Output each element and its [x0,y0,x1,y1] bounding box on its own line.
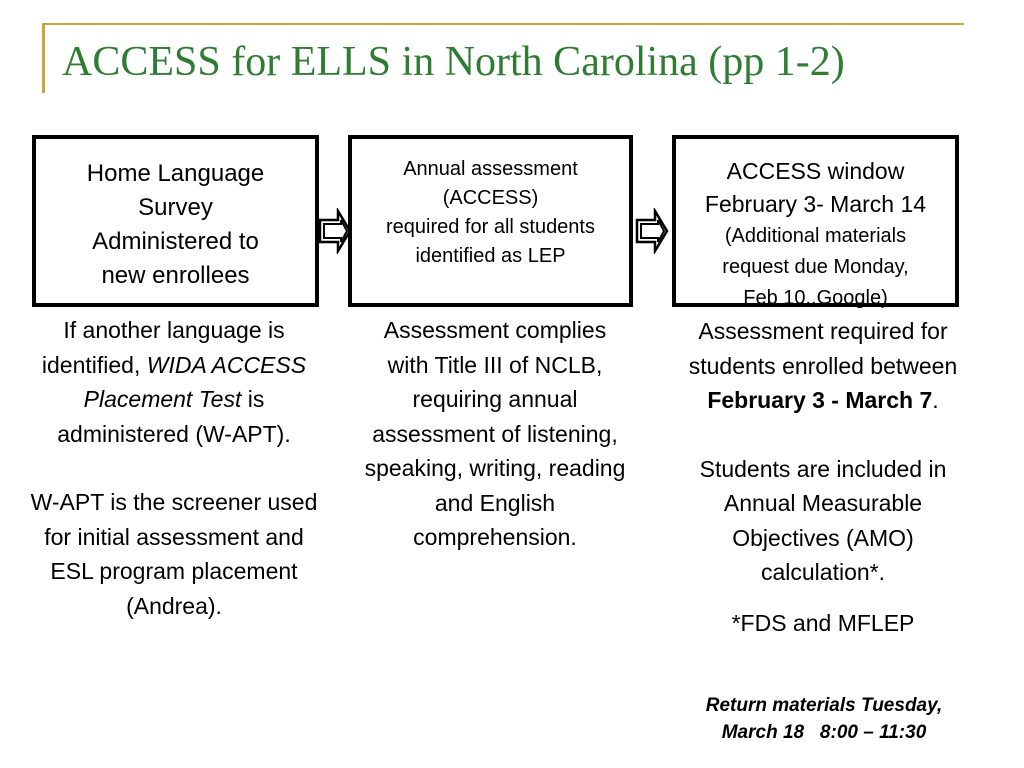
wapt-description [28,313,320,623]
wida-test-name: WIDA ACCESS Placement Test [83,351,307,412]
text-span: is administered (W-APT). [57,386,291,447]
box-line: new enrollees [101,262,250,289]
slide-title: ACCESS for ELLS in North Carolina (pp 1-2) [62,39,845,85]
box-line: Home Language [86,160,265,187]
wapt-paragraph [28,313,320,451]
assessment-requirement-description [668,314,978,640]
footnote: *FDS and MFLEP [731,609,915,636]
box-line: required for all students [385,216,595,238]
nclb-description [364,313,626,555]
box-line: Survey [138,194,213,221]
return-materials-note [664,692,984,746]
box-line: request due Monday, [722,256,909,278]
footer-line: March 18 8:00 – 11:30 [721,722,927,743]
right-arrow-icon [318,208,352,254]
amo-paragraph: Students are included in Annual Measurable Objectives (AMO) calculation*. [699,455,947,585]
text-span: If another language is identified, [41,317,285,378]
right-arrow-icon [635,208,669,254]
nclb-paragraph: Assessment complies with Title III of NCLB, requiring annual assessment of listening, speaking, writing, reading and English comprehension. [364,317,626,550]
box-line: Administered to [92,228,259,255]
box-line: (Additional materials [724,225,907,247]
date-range: February 3 - March 7 [707,387,933,413]
box-line: identified as LEP [415,245,566,267]
footer-line: Return materials Tuesday, [705,695,943,716]
text-span: Assessment required for students enrolled between [688,318,958,379]
text-span: . [932,387,939,413]
annual-assessment-box [348,135,633,307]
box-line: ACCESS window [726,158,905,184]
box-line: Annual assessment [403,158,578,180]
box-line: February 3- March 14 [704,191,927,217]
home-language-survey-box [32,135,319,307]
requirement-paragraph [668,314,978,418]
title-side-rule [42,23,45,93]
access-window-box [672,135,959,307]
box-line: (ACCESS) [442,187,539,209]
box-line: Feb 10..Google) [743,287,888,309]
screener-paragraph: W-APT is the screener used for initial assessment and ESL program placement (Andrea). [30,489,318,619]
title-rule [44,23,964,25]
